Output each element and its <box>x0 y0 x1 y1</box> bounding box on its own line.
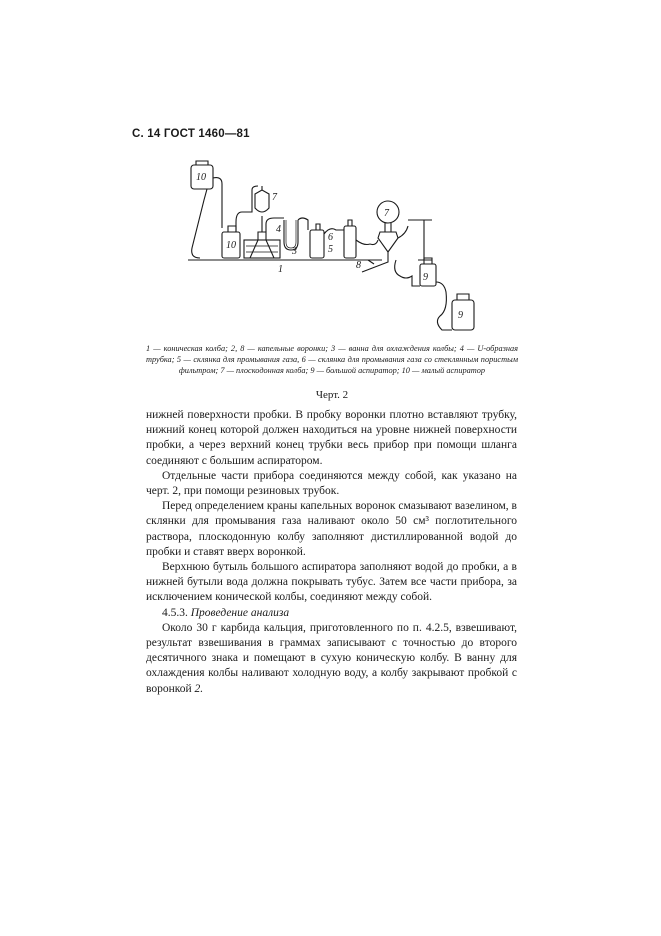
label-8: 8 <box>356 260 361 271</box>
label-3: 3 <box>292 246 297 257</box>
figure-caption: Черт. 2 <box>315 389 349 401</box>
body-text <box>146 408 517 697</box>
label-2: 7 <box>272 192 277 203</box>
label-7: 7 <box>384 208 389 219</box>
cooling-bath <box>244 240 280 258</box>
paragraph-5-text: Около 30 г карбида кальция, приготовленного по п. 4.2.5, взвешивают, результат взвешивания в граммах записывают с точностью до второго десятичного знака и помещают в сухую коническую колбу. В ванну для охлаждения колбы наливают холодную воду, а колбу закрывают пробкой с воронкой <box>146 621 517 695</box>
label-4: 4 <box>276 224 281 235</box>
label-10-top: 10 <box>196 172 206 183</box>
label-5: 5 <box>328 244 333 255</box>
conical-flask <box>250 232 274 258</box>
wash-bottle-5 <box>344 226 356 258</box>
wash-bottle-6 <box>310 230 324 258</box>
label-9-lower: 9 <box>458 310 463 321</box>
paragraph-1: нижней поверхности пробки. В пробку воронки плотно вставляют трубку, нижний конец которой должен находиться на уровне нижней поверхности пробки, а через верхний конец трубки весь прибор при помощи шланга соединяют с большим аспиратором. <box>146 409 517 467</box>
label-10-bottom: 10 <box>226 240 236 251</box>
label-9-upper: 9 <box>423 272 428 283</box>
paragraph-4: Верхнюю бутыль большого аспиратора заполняют водой до пробки, а в нижней бутыли вода должна покрывать тубус. Затем все части прибора, за исключением конической колбы, соединяют между собой. <box>146 561 517 604</box>
large-aspirator-lower <box>452 300 474 330</box>
dropping-funnel <box>255 190 269 212</box>
section-heading <box>146 606 517 621</box>
apparatus-diagram <box>180 160 480 340</box>
label-1: 1 <box>278 264 283 275</box>
paragraph-2: Отдельные части прибора соединяются между собой, как указано на черт. 2, при помощи резиновых трубок. <box>146 469 517 498</box>
paragraph-3: Перед определением краны капельных воронок смазывают вазелином, в склянки для промывания газа наливают около 50 см³ поглотительного раствора, плоскодонную колбу заполняют дистиллированной водой до пробки и ставят вверх воронкой. <box>146 500 517 558</box>
section-title: Проведение анализа <box>190 606 290 619</box>
figure-legend: 1 — коническая колба; 2, 8 — капельные воронки; 3 — ванна для охлаждения колбы; 4 — U-образная трубка; 5 — склянка для промывания газа, 6 — склянка для промывания газа со стеклянным пористым фильтром; 7 — плоскодонная колба; 9 — большой аспиратор; 10 — малый аспиратор <box>146 344 518 376</box>
paragraph-5 <box>146 621 517 697</box>
label-6: 6 <box>328 232 333 243</box>
paragraph-5-ref: 2. <box>194 682 204 695</box>
section-number: 4.5.3. <box>162 606 188 619</box>
page-header: С. 14 ГОСТ 1460—81 <box>132 128 250 140</box>
